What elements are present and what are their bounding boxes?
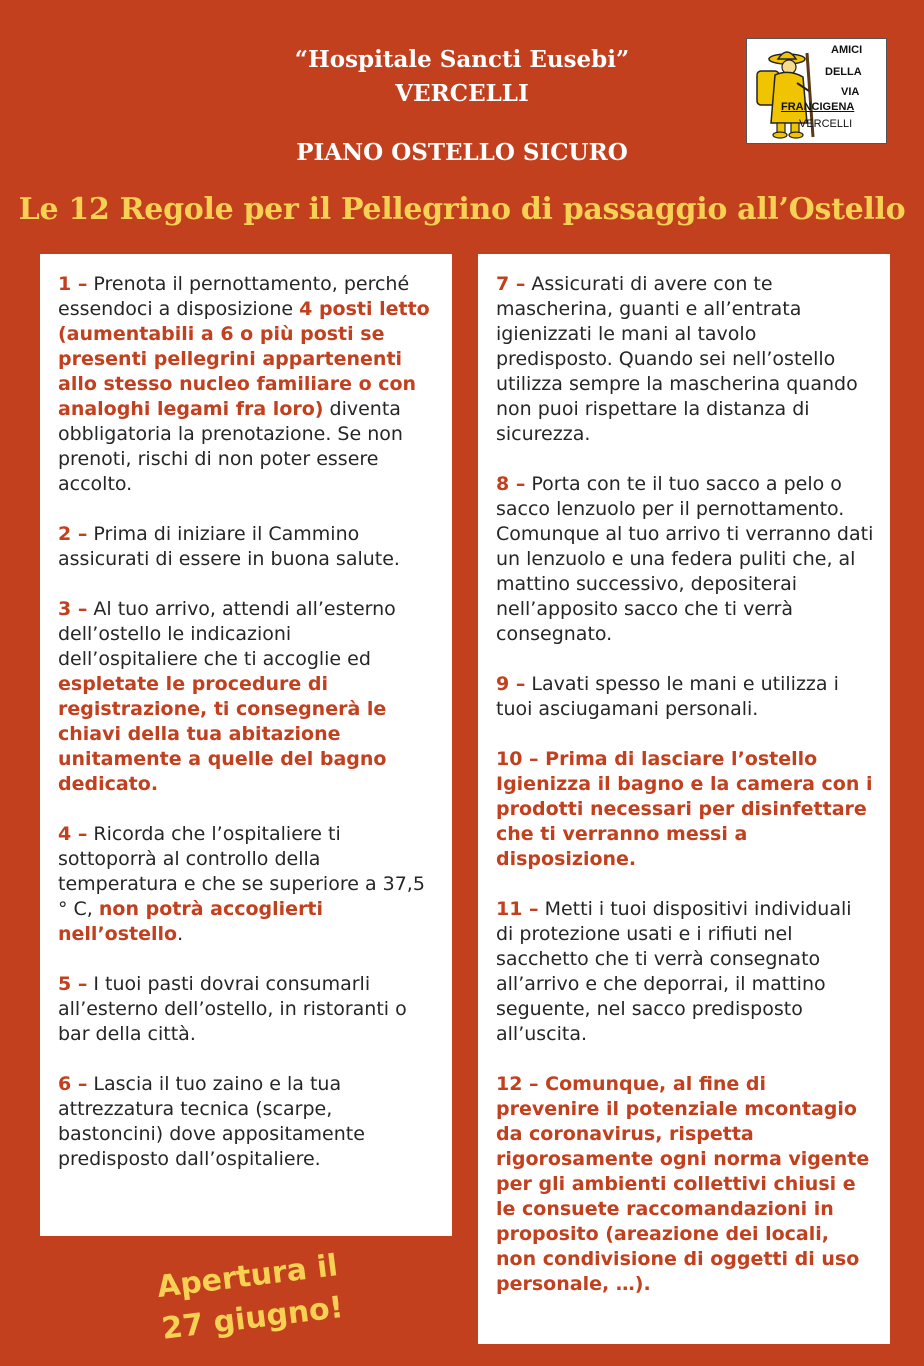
rule-3: 3 – Al tuo arrivo, attendi all’esterno dell’ostello le indicazioni dell’ospitaliere che ti accoglie ed espletate le procedure di registrazione, ti consegnerà le chiavi della tua abitazione unitamente a quelle del bagno dedicato.	[58, 598, 396, 795]
plan-title: PIANO OSTELLO SICURO	[296, 139, 628, 166]
opening-announcement	[136, 1243, 365, 1353]
rule-1: 1 – Prenota il pernottamento, perché essendoci a disposizione 4 posti letto (aumentabili a 6 o più posti se presenti pellegrini appartenenti allo stesso nucleo familiare o con analoghi legami fra loro) diventa obbligatoria la prenotazione. Se non prenoti, rischi di non poter essere accolto.	[58, 273, 430, 495]
rule-4: 4 – Ricorda che l’ospitaliere ti sottoporrà al controllo della temperatura e che se superiore a 37,5 ° C, non potrà accoglierti nell’ostello.	[58, 823, 425, 945]
opening-line-1: Apertura il	[155, 1248, 340, 1306]
city-name: VERCELLI	[395, 80, 529, 107]
rules-column-right	[478, 254, 890, 1344]
opening-line-2: 27 giugno!	[159, 1289, 346, 1347]
logo-text-via: VIA	[841, 86, 860, 98]
logo-text-amici: AMICI	[831, 44, 863, 56]
rule-5: 5 – I tuoi pasti dovrai consumarli all’esterno dell’ostello, in ristoranti o bar della città.	[58, 973, 407, 1045]
rule-8: 8 – Porta con te il tuo sacco a pelo o sacco lenzuolo per il pernottamento. Comunque al tuo arrivo ti verranno dati un lenzuolo e una federa puliti che, al mattino successivo, depositerai nell’apposito sacco che ti verrà consegnato.	[496, 473, 874, 645]
logo-text-francigena: FRANCIGENA	[781, 101, 855, 113]
rule-12: 12 – Comunque, al fine di prevenire il potenziale mcontagio da coronavirus, rispetta rigorosamente ogni norma vigente per gli ambienti collettivi chiusi e le consuete raccomandazioni in proposito (areazione dei locali, non condivisione di oggetti di uso personale, …).	[496, 1073, 870, 1295]
hostel-name: “Hospitale Sancti Eusebi”	[294, 46, 630, 73]
rule-10: 10 – Prima di lasciare l’ostello Igienizza il bagno e la camera con i prodotti necessari per disinfettare che ti verranno messi a disposizione.	[496, 748, 873, 870]
rule-6: 6 – Lascia il tuo zaino e la tua attrezzatura tecnica (scarpe, bastoncini) dove appositamente predisposto dall’ospitaliere.	[58, 1073, 365, 1170]
logo-text-della: DELLA	[825, 66, 862, 78]
logo-text-vercelli: VERCELLI	[799, 118, 853, 130]
rules-column-left	[40, 254, 452, 1236]
association-logo	[746, 38, 887, 144]
rule-11: 11 – Metti i tuoi dispositivi individuali di protezione usati e i rifiuti nel sacchetto che ti verrà consegnato all’arrivo e che deporrai, il mattino seguente, nel sacco predisposto all’uscita.	[496, 898, 852, 1045]
rule-2: 2 – Prima di iniziare il Cammino assicurati di essere in buona salute.	[58, 523, 400, 570]
rules-headline: Le 12 Regole per il Pellegrino di passaggio all’Ostello	[18, 192, 906, 227]
rule-7: 7 – Assicurati di avere con te mascherina, guanti e all’entrata igienizzati le mani al tavolo predisposto. Quando sei nell’ostello utilizza sempre la mascherina quando non puoi rispettare la distanza di sicurezza.	[496, 273, 858, 445]
rule-9: 9 – Lavati spesso le mani e utilizza i tuoi asciugamani personali.	[496, 673, 839, 720]
